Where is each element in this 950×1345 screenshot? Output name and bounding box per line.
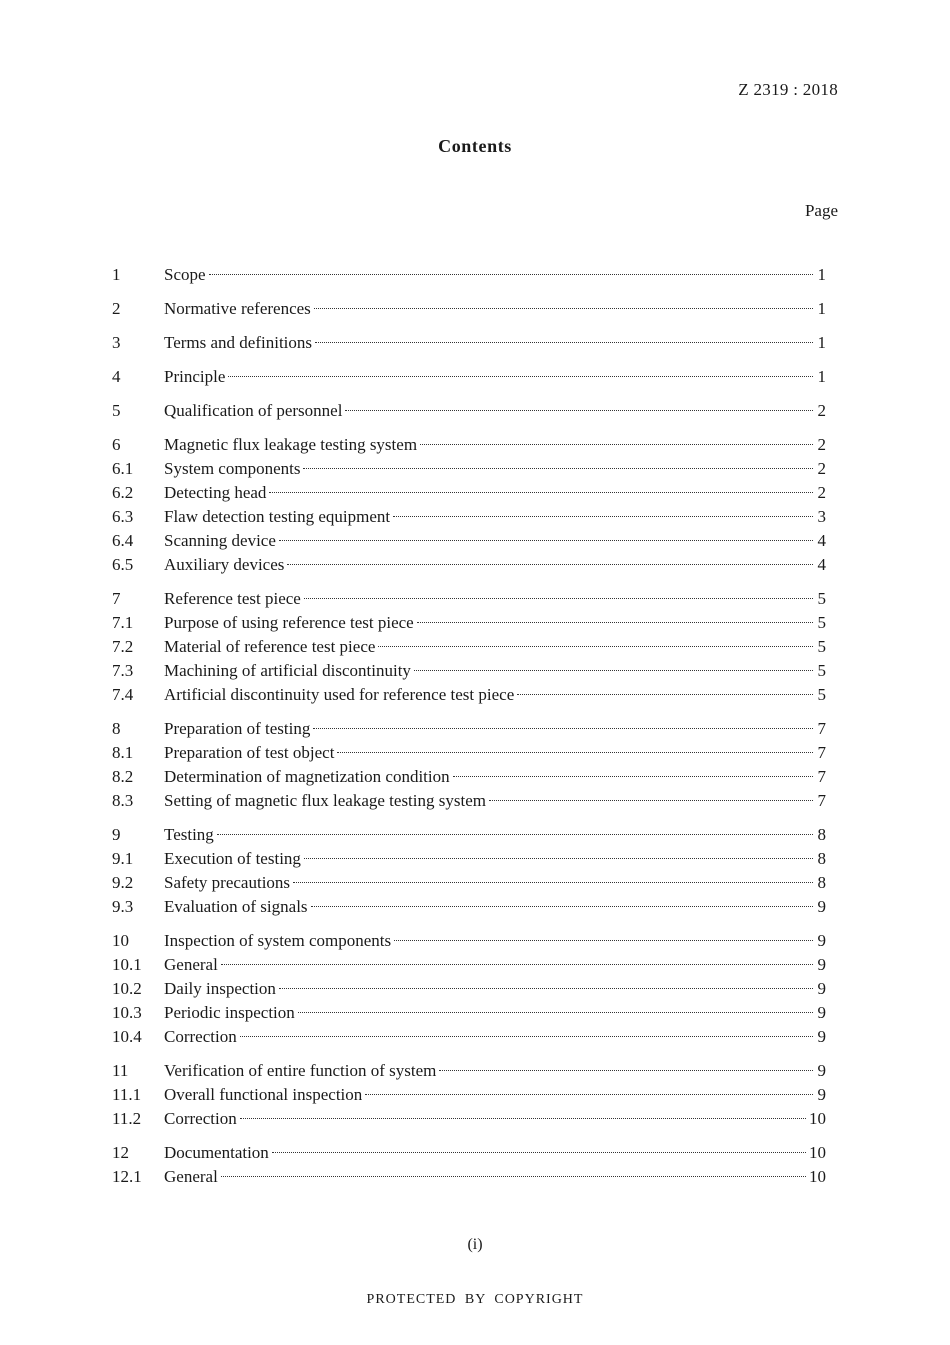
- toc-group: [112, 1141, 826, 1189]
- toc-entry-page: 7: [817, 743, 826, 762]
- toc-entry-title: Principle: [164, 367, 226, 386]
- toc-entry-title: Overall functional inspection: [164, 1085, 363, 1104]
- toc-entry[interactable]: [112, 717, 826, 741]
- toc-entry-number: 6.1: [112, 459, 134, 478]
- toc-group: [112, 587, 826, 707]
- toc-group: [112, 331, 826, 355]
- toc-entry-title: Scope: [164, 265, 206, 284]
- toc-leader-dots: [439, 1070, 813, 1071]
- toc-entry-number: 7.4: [112, 685, 134, 704]
- toc-entry-page: 7: [817, 791, 826, 810]
- toc-entry-number: 9.3: [112, 897, 134, 916]
- toc-group: [112, 433, 826, 577]
- toc-entry-title: Setting of magnetic flux leakage testing system: [164, 791, 486, 810]
- toc-entry-title: System components: [164, 459, 301, 478]
- toc-leader-dots: [293, 882, 813, 883]
- toc-entry[interactable]: [112, 871, 826, 895]
- toc-entry-page: 2: [817, 401, 826, 420]
- toc-leader-dots: [304, 858, 813, 859]
- toc-entry-page: 9: [817, 955, 826, 974]
- toc-leader-dots: [279, 540, 813, 541]
- toc-entry[interactable]: [112, 1059, 826, 1083]
- toc-leader-dots: [417, 622, 813, 623]
- toc-entry[interactable]: [112, 635, 826, 659]
- toc-leader-dots: [279, 988, 813, 989]
- toc-entry-page: 4: [817, 555, 826, 574]
- toc-entry[interactable]: [112, 505, 826, 529]
- toc-entry-number: 10.2: [112, 979, 142, 998]
- toc-entry-page: 5: [817, 589, 826, 608]
- page-number: (i): [467, 1236, 483, 1253]
- toc-entry-number: 8.2: [112, 767, 134, 786]
- copyright-notice: PROTECTED BY COPYRIGHT: [366, 1292, 584, 1307]
- toc-entry[interactable]: [112, 789, 826, 813]
- toc-entry-page: 1: [817, 333, 826, 352]
- toc-leader-dots: [304, 598, 813, 599]
- toc-entry[interactable]: [112, 895, 826, 919]
- toc-entry-number: 10: [112, 931, 129, 950]
- toc-group: [112, 929, 826, 1049]
- toc-entry-title: Reference test piece: [164, 589, 301, 608]
- toc-entry[interactable]: [112, 587, 826, 611]
- toc-entry-number: 2: [112, 299, 121, 318]
- toc-entry-page: 5: [817, 685, 826, 704]
- toc-leader-dots: [313, 728, 813, 729]
- toc-group: [112, 263, 826, 287]
- toc-entry-title: Determination of magnetization condition: [164, 767, 450, 786]
- toc-entry[interactable]: [112, 399, 826, 423]
- page-title: Contents: [438, 136, 512, 156]
- toc-entry-number: 7.1: [112, 613, 134, 632]
- toc-group: [112, 717, 826, 813]
- toc-entry[interactable]: [112, 433, 826, 457]
- toc-entry[interactable]: [112, 263, 826, 287]
- toc-group: [112, 365, 826, 389]
- toc-entry-page: 5: [817, 637, 826, 656]
- toc-entry-number: 7.2: [112, 637, 134, 656]
- toc-entry-page: 5: [817, 613, 826, 632]
- toc-entry-title: Safety precautions: [164, 873, 291, 892]
- toc-leader-dots: [221, 964, 813, 965]
- toc-entry-title: Execution of testing: [164, 849, 301, 868]
- toc-entry-number: 7.3: [112, 661, 134, 680]
- toc-entry-page: 9: [817, 931, 826, 950]
- toc-leader-dots: [298, 1012, 813, 1013]
- toc-entry-title: Terms and definitions: [164, 333, 313, 352]
- toc-entry-page: 8: [817, 873, 826, 892]
- toc-leader-dots: [311, 906, 813, 907]
- toc-entry-page: 5: [817, 661, 826, 680]
- toc-leader-dots: [414, 670, 813, 671]
- toc-entry-page: 2: [817, 459, 826, 478]
- toc-entry-title: Verification of entire function of system: [164, 1061, 437, 1080]
- toc-group: [112, 1059, 826, 1131]
- toc-entry-number: 8.1: [112, 743, 134, 762]
- toc-leader-dots: [272, 1152, 806, 1153]
- toc-entry-title: Inspection of system components: [164, 931, 392, 950]
- toc-entry-page: 10: [809, 1109, 826, 1128]
- toc-entry[interactable]: [112, 481, 826, 505]
- toc-entry-number: 6.4: [112, 531, 134, 550]
- toc-entry-number: 11: [112, 1061, 129, 1080]
- toc-entry-title: General: [164, 1167, 218, 1186]
- toc-entry-page: 9: [817, 1003, 826, 1022]
- toc-leader-dots: [420, 444, 813, 445]
- toc-entry-page: 4: [817, 531, 826, 550]
- toc-entry-page: 9: [817, 1085, 826, 1104]
- toc-leader-dots: [345, 410, 813, 411]
- toc-entry[interactable]: [112, 929, 826, 953]
- toc-entry[interactable]: [112, 529, 826, 553]
- toc-leader-dots: [378, 646, 813, 647]
- toc-entry[interactable]: [112, 953, 826, 977]
- toc-entry-number: 8: [112, 719, 121, 738]
- toc-entry-title: Flaw detection testing equipment: [164, 507, 391, 526]
- toc-leader-dots: [303, 468, 813, 469]
- toc-entry-page: 1: [817, 265, 826, 284]
- toc-entry-page: 9: [817, 1027, 826, 1046]
- toc-entry-title: Magnetic flux leakage testing system: [164, 435, 418, 454]
- toc-entry[interactable]: [112, 297, 826, 321]
- toc-group: [112, 399, 826, 423]
- toc-entry-number: 7: [112, 589, 121, 608]
- toc-entry-title: Preparation of testing: [164, 719, 311, 738]
- toc-entry-title: Evaluation of signals: [164, 897, 308, 916]
- toc-entry-title: Scanning device: [164, 531, 276, 550]
- toc-entry-number: 9: [112, 825, 121, 844]
- toc-entry-page: 7: [817, 767, 826, 786]
- toc-entry-title: Correction: [164, 1027, 237, 1046]
- toc-entry-title: Documentation: [164, 1143, 269, 1162]
- toc-entry[interactable]: [112, 683, 826, 707]
- toc-entry-number: 12: [112, 1143, 129, 1162]
- toc-entry-number: 4: [112, 367, 121, 386]
- toc-leader-dots: [394, 940, 813, 941]
- toc-leader-dots: [221, 1176, 806, 1177]
- toc-entry[interactable]: [112, 1083, 826, 1107]
- toc-entry-title: Testing: [164, 825, 214, 844]
- toc-entry[interactable]: [112, 1141, 826, 1165]
- toc-leader-dots: [240, 1036, 813, 1037]
- toc-entry[interactable]: [112, 1001, 826, 1025]
- toc-entry[interactable]: [112, 659, 826, 683]
- toc-entry[interactable]: [112, 365, 826, 389]
- toc-entry-title: Detecting head: [164, 483, 267, 502]
- toc-entry-title: Purpose of using reference test piece: [164, 613, 414, 632]
- toc-entry-number: 6.2: [112, 483, 134, 502]
- toc-entry-title: General: [164, 955, 218, 974]
- toc-entry-title: Periodic inspection: [164, 1003, 295, 1022]
- toc-entry[interactable]: [112, 1025, 826, 1049]
- toc-entry-number: 10.4: [112, 1027, 142, 1046]
- toc-leader-dots: [453, 776, 813, 777]
- toc-leader-dots: [365, 1094, 813, 1095]
- toc-leader-dots: [209, 274, 813, 275]
- toc-entry-page: 2: [817, 435, 826, 454]
- toc-entry-title: Machining of artificial discontinuity: [164, 661, 411, 680]
- toc-entry-page: 8: [817, 825, 826, 844]
- toc-leader-dots: [217, 834, 813, 835]
- toc-leader-dots: [517, 694, 813, 695]
- toc-entry-number: 11.2: [112, 1109, 142, 1128]
- toc-entry-number: 11.1: [112, 1085, 142, 1104]
- toc-entry-number: 12.1: [112, 1167, 142, 1186]
- toc-entry[interactable]: [112, 977, 826, 1001]
- toc-entry-title: Correction: [164, 1109, 237, 1128]
- toc-entry-number: 10.3: [112, 1003, 142, 1022]
- page-column-header: Page: [804, 201, 838, 220]
- toc-entry-page: 10: [809, 1143, 826, 1162]
- toc-entry-page: 1: [817, 367, 826, 386]
- toc-entry[interactable]: [112, 553, 826, 577]
- toc-entry-page: 7: [817, 719, 826, 738]
- toc-entry-number: 5: [112, 401, 121, 420]
- toc-entry[interactable]: [112, 1165, 826, 1189]
- table-of-contents: [112, 263, 826, 1199]
- toc-entry-number: 9.1: [112, 849, 134, 868]
- toc-leader-dots: [393, 516, 813, 517]
- toc-entry-page: 9: [817, 897, 826, 916]
- toc-leader-dots: [315, 342, 813, 343]
- toc-entry-number: 10.1: [112, 955, 142, 974]
- toc-entry-title: Qualification of personnel: [164, 401, 343, 420]
- toc-entry-title: Auxiliary devices: [164, 555, 285, 574]
- toc-entry-page: 1: [817, 299, 826, 318]
- toc-group: [112, 823, 826, 919]
- toc-leader-dots: [269, 492, 813, 493]
- toc-leader-dots: [240, 1118, 806, 1119]
- toc-entry-page: 3: [817, 507, 826, 526]
- toc-leader-dots: [287, 564, 813, 565]
- toc-leader-dots: [314, 308, 813, 309]
- toc-leader-dots: [337, 752, 813, 753]
- toc-entry-number: 6.3: [112, 507, 134, 526]
- toc-entry-title: Daily inspection: [164, 979, 276, 998]
- toc-entry[interactable]: [112, 1107, 826, 1131]
- toc-entry-title: Normative references: [164, 299, 311, 318]
- toc-entry-title: Material of reference test piece: [164, 637, 376, 656]
- toc-entry[interactable]: [112, 457, 826, 481]
- toc-entry-number: 6: [112, 435, 121, 454]
- toc-entry-number: 8.3: [112, 791, 134, 810]
- toc-entry-page: 8: [817, 849, 826, 868]
- toc-entry-number: 6.5: [112, 555, 134, 574]
- toc-entry-page: 9: [817, 979, 826, 998]
- toc-leader-dots: [489, 800, 813, 801]
- toc-entry[interactable]: [112, 611, 826, 635]
- toc-entry-title: Preparation of test object: [164, 743, 335, 762]
- toc-entry-number: 9.2: [112, 873, 134, 892]
- toc-entry-title: Artificial discontinuity used for reference test piece: [164, 685, 515, 704]
- toc-entry[interactable]: [112, 847, 826, 871]
- toc-entry-page: 2: [817, 483, 826, 502]
- toc-group: [112, 297, 826, 321]
- toc-entry[interactable]: [112, 823, 826, 847]
- toc-entry[interactable]: [112, 765, 826, 789]
- toc-entry[interactable]: [112, 741, 826, 765]
- toc-entry[interactable]: [112, 331, 826, 355]
- document-id: Z 2319 : 2018: [738, 80, 838, 99]
- toc-entry-page: 9: [817, 1061, 826, 1080]
- toc-entry-page: 10: [809, 1167, 826, 1186]
- toc-entry-number: 1: [112, 265, 121, 284]
- toc-leader-dots: [228, 376, 813, 377]
- toc-entry-number: 3: [112, 333, 121, 352]
